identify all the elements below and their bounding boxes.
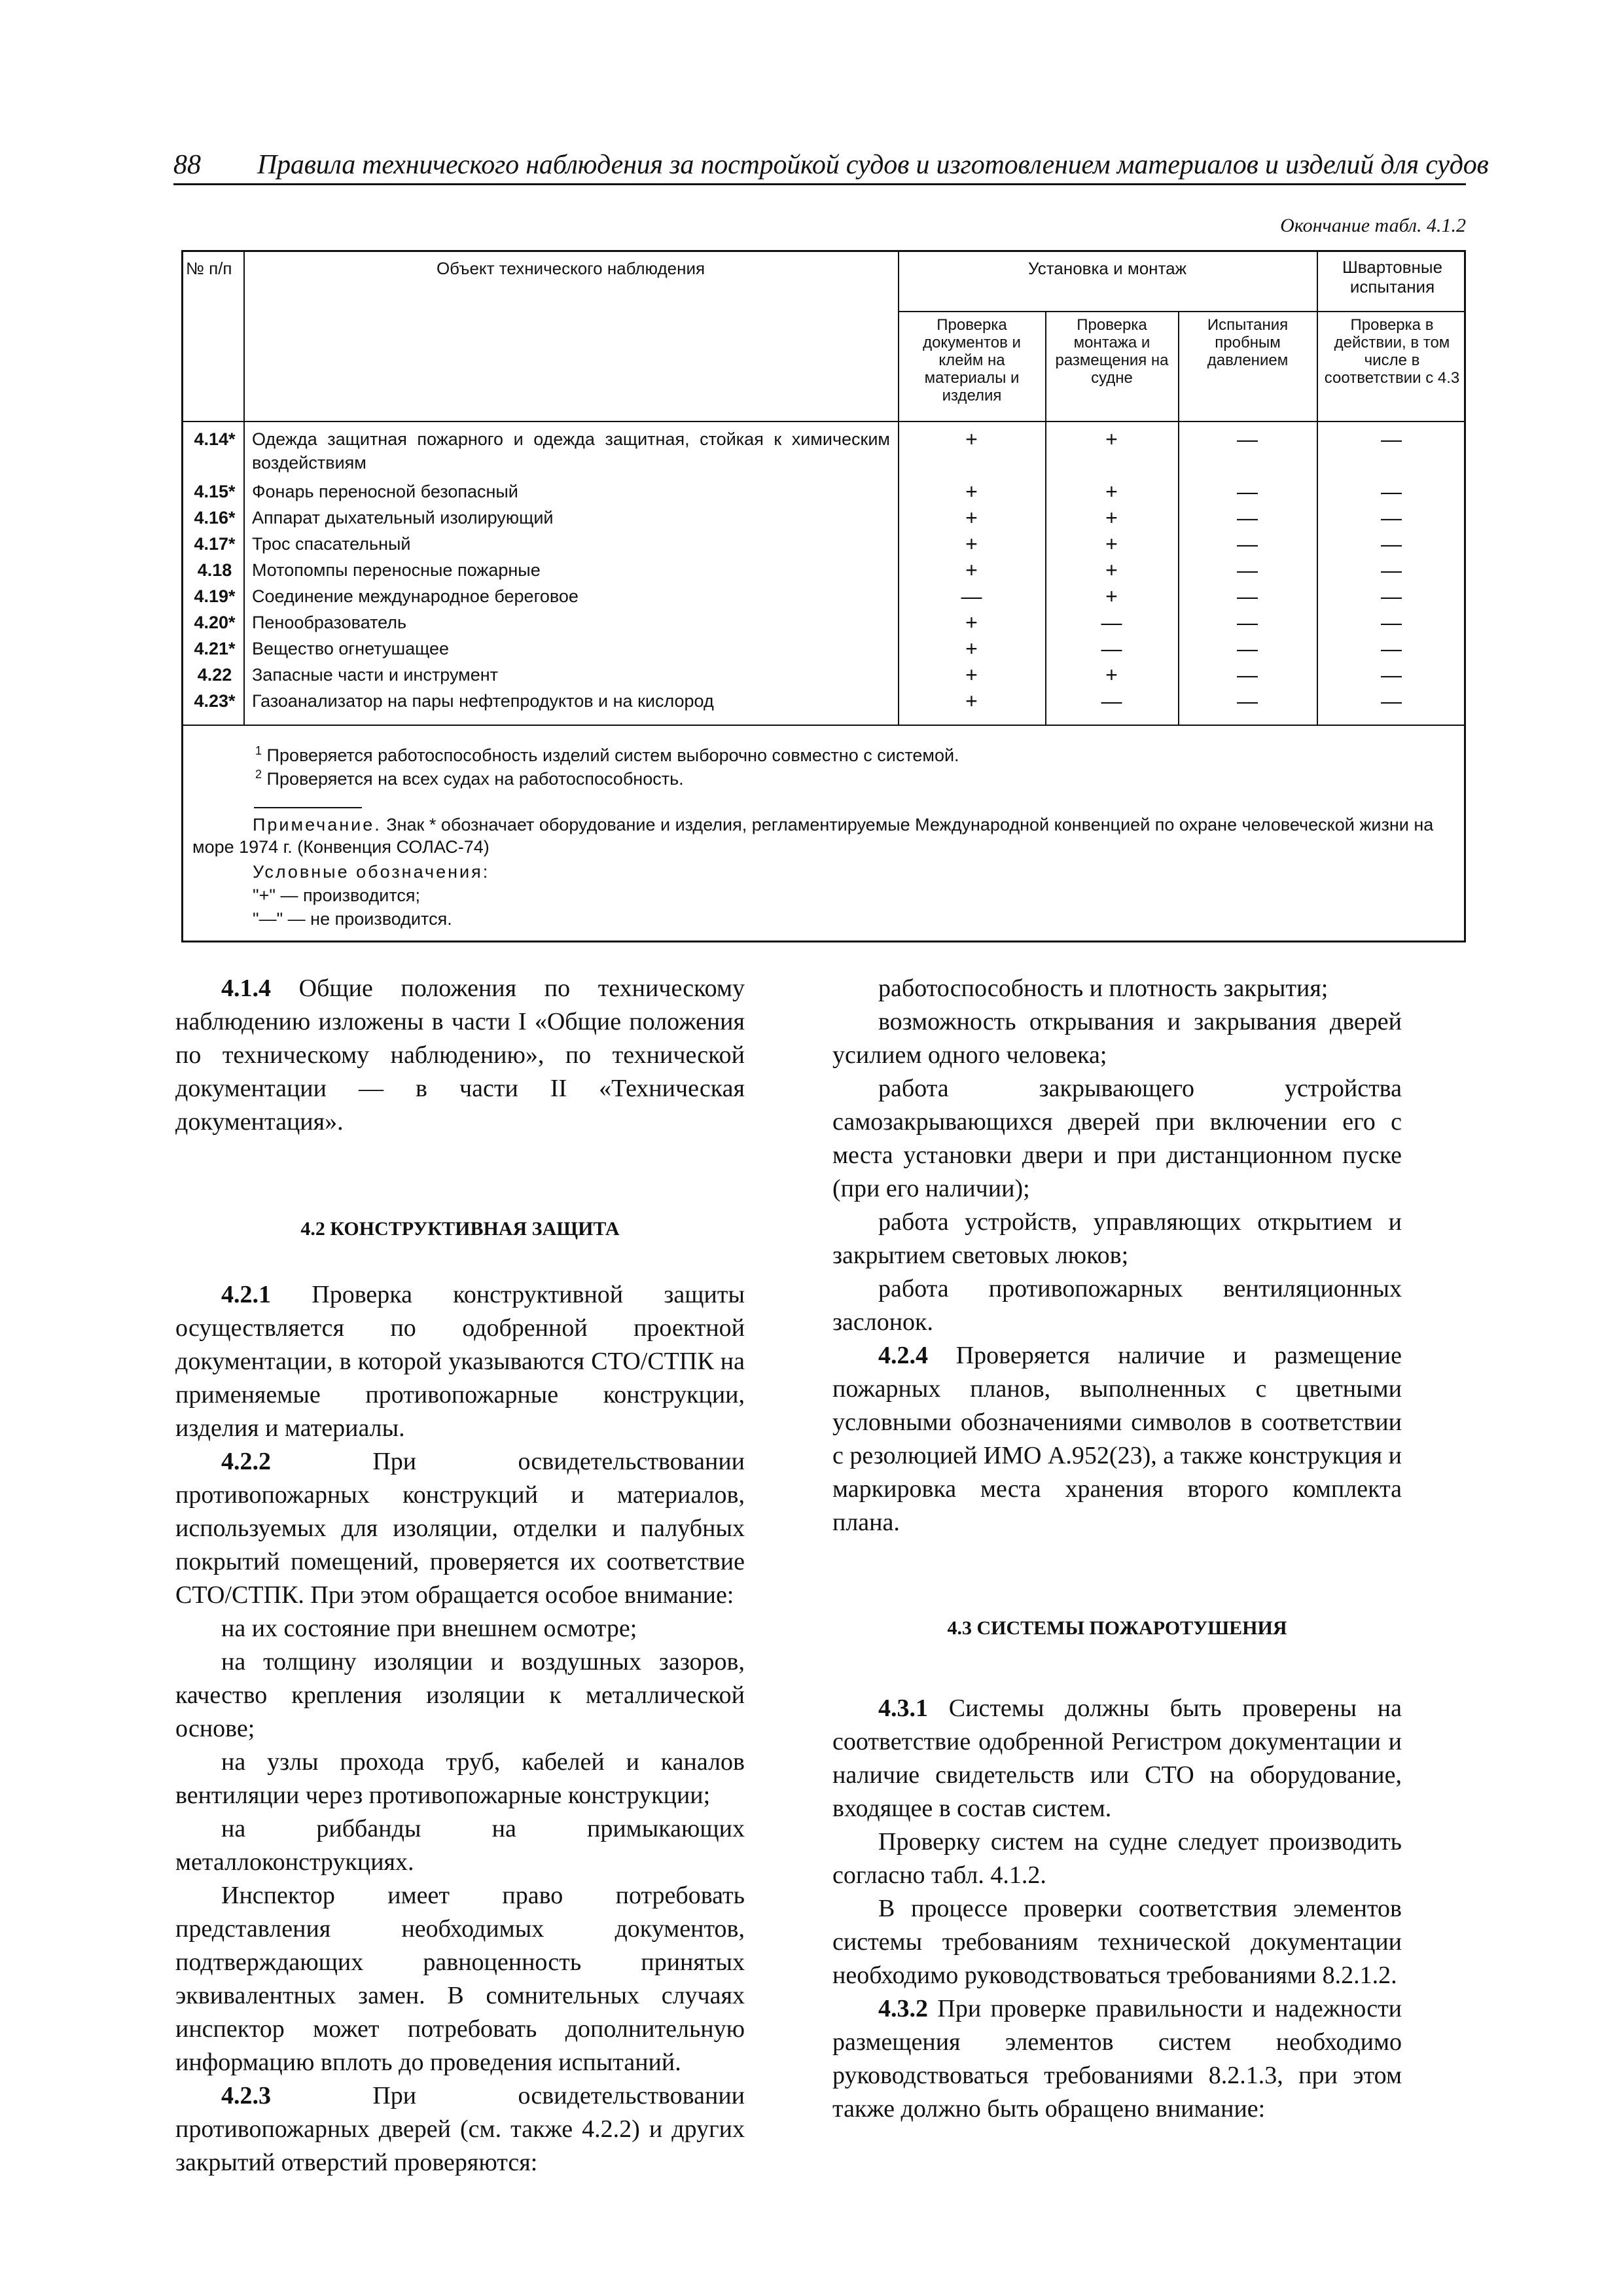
cell-docs: + <box>965 663 978 687</box>
cell-pressure: — <box>1237 558 1258 582</box>
clause-number: 4.2.2 <box>221 1448 271 1475</box>
legend-minus: "—" — не производится. <box>253 909 452 929</box>
cell-pressure: — <box>1237 584 1258 608</box>
col-header-mooring-tests: Швартовные испытания <box>1342 257 1443 296</box>
para-text: Проверяется наличие и размещение пожарных планов, выполненных с цветными условными обозначениями символов в соответствии с резолюцией ИМО А.952(23), а также конструкция и маркировка места хранения второго комплекта плана. <box>832 1342 1402 1536</box>
row-number: 4.14* <box>194 429 236 449</box>
clause-number: 4.3.1 <box>878 1695 928 1722</box>
cell-operation: — <box>1381 506 1402 529</box>
row-object: Вещество огнетушащее <box>252 639 450 658</box>
cell-mount: — <box>1101 611 1122 634</box>
cell-pressure: — <box>1237 637 1258 660</box>
section-heading-4-2: 4.2 КОНСТРУКТИВНАЯ ЗАЩИТА <box>300 1218 620 1240</box>
row-number: 4.21* <box>194 639 236 658</box>
list-item: на риббанды на примыкающих металлоконструкциях. <box>175 1815 745 1876</box>
cell-pressure: — <box>1237 506 1258 529</box>
cell-docs: + <box>965 480 978 503</box>
header-bottom-line <box>183 421 1466 422</box>
para-4-3-2 <box>832 1992 1402 2126</box>
para-4-3-1 <box>832 1692 1402 1825</box>
table-caption: Окончание табл. 4.1.2 <box>1280 215 1466 236</box>
row-object: Фонарь переносной безопасный <box>252 482 518 501</box>
clause-number: 4.2.3 <box>221 2082 271 2109</box>
cell-docs: + <box>965 611 978 634</box>
running-title: Правила технического наблюдения за постройкой судов и изготовлением материалов и изделий для судов <box>257 150 1489 180</box>
inspection-table <box>181 250 1466 942</box>
header-divider <box>898 311 1466 312</box>
cell-mount: — <box>1101 689 1122 713</box>
clause-number: 4.2.4 <box>878 1342 928 1369</box>
list-item: на узлы прохода труб, кабелей и каналов вентиляции через противопожарные конструкции; <box>175 1748 745 1809</box>
note-label: Примечание. <box>253 815 382 834</box>
note-text: Знак * обозначает оборудование и изделия, регламентируемые Международной конвенцией по охране человеческой жизни на море 1974 г. (Конвенция СОЛАС-74) <box>192 815 1434 857</box>
para-text: Общие положения по техническому наблюдению изложены в части I «Общие положения по техническому наблюдению», по технической документации — в части II «Техническая документация». <box>175 975 745 1136</box>
cell-mount: — <box>1101 637 1122 660</box>
row-object: Соединение международное береговое <box>252 586 579 606</box>
row-object: Одежда защитная пожарного и одежда защитная, стойкая к химическим воздействиям <box>252 429 890 473</box>
clause-number: 4.1.4 <box>221 975 271 1002</box>
row-object: Мотопомпы переносные пожарные <box>252 560 541 580</box>
right-column <box>832 972 1402 2126</box>
para-4-1-4 <box>175 972 745 1139</box>
clause-number: 4.2.1 <box>221 1281 271 1308</box>
footnote-1-text: Проверяется работоспособность изделий систем выборочно совместно с системой. <box>266 745 959 765</box>
cell-pressure: — <box>1237 532 1258 556</box>
table-note <box>192 814 1455 858</box>
footnote-2-text: Проверяется на всех судах на работоспособность. <box>266 769 684 789</box>
para-text: При освидетельствовании противопожарных дверей (см. также 4.2.2) и других закрытий отверстий проверяются: <box>175 2082 745 2176</box>
cell-mount: + <box>1105 558 1118 582</box>
cell-docs: — <box>961 584 982 608</box>
col-header-installation: Установка и монтаж <box>1027 259 1187 278</box>
cell-operation: — <box>1381 584 1402 608</box>
cell-docs: + <box>965 558 978 582</box>
cell-docs: + <box>965 532 978 556</box>
cell-mount: + <box>1105 584 1118 608</box>
cell-mount: + <box>1105 427 1118 451</box>
para-text: При освидетельствовании противопожарных конструкций и материалов, используемых для изоляции, отделки и палубных покрытий помещений, проверяется их соответствие СТО/СТПК. При этом обращается особое внимание: <box>175 1448 745 1609</box>
subcol-docs-check: Проверка документов и клейм на материалы и изделия <box>923 316 1021 404</box>
row-number: 4.15* <box>194 482 236 501</box>
para-4-3-1-c: В процессе проверки соответствия элементов системы требованиям технической документации необходимо руководствоваться требованиями 8.2.1.2. <box>832 1895 1402 1989</box>
subcol-operation-check: Проверка в действии, в том числе в соответствии с 4.3 <box>1324 316 1460 387</box>
col-divider <box>243 252 245 725</box>
cell-operation: — <box>1381 532 1402 556</box>
cell-operation: — <box>1381 480 1402 503</box>
list-item: работа устройств, управляющих открытием и закрытием световых люков; <box>832 1208 1402 1269</box>
para-4-2-4 <box>832 1339 1402 1539</box>
left-column <box>175 972 745 2179</box>
cell-pressure: — <box>1237 611 1258 634</box>
row-number: 4.20* <box>194 613 236 632</box>
cell-operation: — <box>1381 689 1402 713</box>
col-header-object: Объект технического наблюдения <box>436 259 705 278</box>
cell-docs: + <box>965 427 978 451</box>
row-number: 4.16* <box>194 508 236 528</box>
list-item: работа противопожарных вентиляционных заслонок. <box>832 1275 1402 1336</box>
cell-operation: — <box>1381 637 1402 660</box>
footnote-2: $^2$ Проверяется на всех судах на работоспособность. <box>255 768 684 789</box>
cell-mount: + <box>1105 480 1118 503</box>
cell-docs: + <box>965 689 978 713</box>
cell-operation: — <box>1381 663 1402 687</box>
subcol-mount-check: Проверка монтажа и размещения на судне <box>1055 316 1169 387</box>
cell-pressure: — <box>1237 480 1258 503</box>
row-number: 4.18 <box>197 560 232 580</box>
cell-pressure: — <box>1237 427 1258 451</box>
legend-label: Условные обозначения: <box>253 862 490 882</box>
cell-mount: + <box>1105 663 1118 687</box>
para-text: Системы должны быть проверены на соответствие одобренной Регистром документации и наличие свидетельств или СТО на оборудование, входящее в состав систем. <box>832 1695 1402 1822</box>
list-item: работоспособность и плотность закрытия; <box>878 975 1329 1002</box>
para-inspector: Инспектор имеет право потребовать представления необходимых документов, подтверждающих равноценность принятых эквивалентных замен. В сомнительных случаях инспектор может потребовать дополнительную информацию вплоть до проведения испытаний. <box>175 1882 745 2076</box>
row-number: 4.22 <box>197 665 232 685</box>
para-4-2-1 <box>175 1278 745 1445</box>
para-4-2-3 <box>175 2079 745 2179</box>
row-object: Запасные части и инструмент <box>252 665 499 685</box>
body-bottom-line <box>183 725 1466 726</box>
cell-mount: + <box>1105 532 1118 556</box>
list-item: возможность открывания и закрывания дверей усилием одного человека; <box>832 1008 1402 1069</box>
subcol-pressure-test: Испытания пробным давлением <box>1207 316 1289 369</box>
footnote-separator <box>254 807 362 808</box>
running-header <box>173 145 1489 185</box>
cell-pressure: — <box>1237 689 1258 713</box>
list-item: на толщину изоляции и воздушных зазоров, качество крепления изоляции к металлической основе; <box>175 1648 745 1742</box>
cell-docs: + <box>965 506 978 529</box>
row-object: Газоанализатор на пары нефтепродуктов и на кислород <box>252 691 714 711</box>
col-header-num: № п/п <box>186 259 232 278</box>
row-number: 4.23* <box>194 691 236 711</box>
cell-docs: + <box>965 637 978 660</box>
cell-operation: — <box>1381 558 1402 582</box>
cell-pressure: — <box>1237 663 1258 687</box>
para-4-2-2 <box>175 1445 745 1612</box>
row-number: 4.19* <box>194 586 236 606</box>
legend-plus: "+" — производится; <box>253 886 421 905</box>
cell-operation: — <box>1381 427 1402 451</box>
para-text: При проверке правильности и надежности размещения элементов систем необходимо руководствоваться требованиями 8.2.1.3, при этом также должно быть обращено внимание: <box>832 1995 1402 2123</box>
row-object: Трос спасательный <box>252 534 411 554</box>
cell-mount: + <box>1105 506 1118 529</box>
list-item: работа закрывающего устройства самозакрывающихся дверей при включении его с места установки двери и при дистанционном пуске (при его наличии); <box>832 1075 1402 1202</box>
page-number: 88 <box>173 150 201 180</box>
legend-title <box>253 861 1516 883</box>
row-object: Пенообразователь <box>252 613 407 632</box>
para-4-3-1-b: Проверку систем на судне следует производить согласно табл. 4.1.2. <box>832 1828 1402 1889</box>
section-heading-4-3: 4.3 СИСТЕМЫ ПОЖАРОТУШЕНИЯ <box>947 1617 1287 1639</box>
clause-number: 4.3.2 <box>878 1995 928 2022</box>
list-item: на их состояние при внешнем осмотре; <box>221 1615 637 1642</box>
footnote-1: $^1$ Проверяется работоспособность изделий систем выборочно совместно с системой. <box>255 744 959 765</box>
row-number: 4.17* <box>194 534 236 554</box>
cell-operation: — <box>1381 611 1402 634</box>
row-object: Аппарат дыхательный изолирующий <box>252 508 554 528</box>
para-text: Проверка конструктивной защиты осуществляется по одобренной проектной документации, в которой указываются СТО/СТПК на применяемые противопожарные конструкции, изделия и материалы. <box>175 1281 745 1442</box>
